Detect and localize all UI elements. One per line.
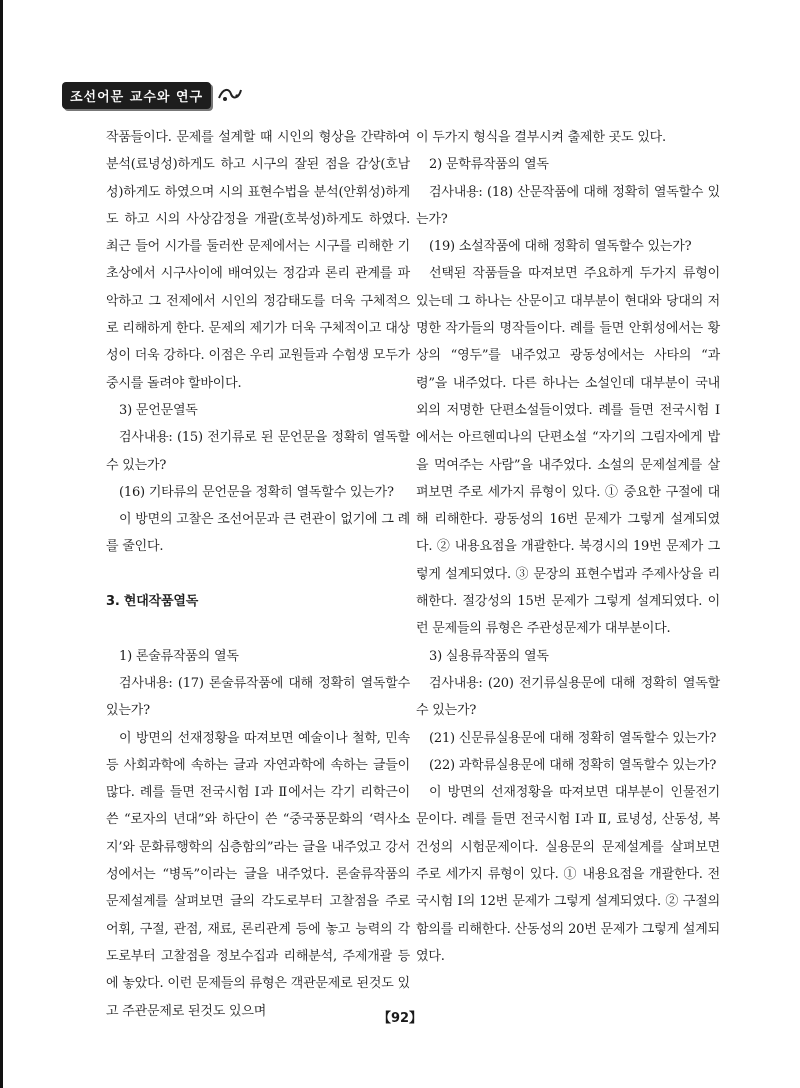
subsection-title: 3) 실용류작품의 열독 bbox=[429, 648, 549, 664]
paragraph: (22) 과학류실용문에 대해 정확히 열독할수 있는가? bbox=[429, 757, 717, 773]
paragraph: (19) 소설작품에 대해 정확히 열독할수 있는가? bbox=[429, 239, 692, 255]
running-header bbox=[62, 78, 243, 112]
paragraph: 검사내용: (15) 전기류로 된 문언문을 정확히 열독할수 있는가? bbox=[106, 430, 410, 473]
right-column bbox=[416, 124, 720, 970]
page-number: 【92】 bbox=[377, 1011, 423, 1026]
subsection-title: 1) 론술류작품의 열독 bbox=[119, 648, 239, 664]
subsection-title: 2) 문학류작품의 열독 bbox=[429, 157, 549, 173]
paragraph: 이 두가지 형식을 결부시켜 출제한 곳도 있다. bbox=[416, 130, 666, 145]
paragraph: 선택된 작품들을 따져보면 주요하게 두가지 류형이 있는데 그 하나는 산문이고 대부분이 현대와 당대의 저명한 작가들의 명작들이다. 례를 들면 안휘성에서는 황상의 “영두”를 내주었고 광동성에서는 사타의 “과령”을 내주었다. 다른 하나는 소설인데 대부분이 국내외의 저명한 단편소설들이였다. 례를 들면 전국시험 Ⅰ에서는 아르헨띠나의 단편소설 “자기의 그림자에게 밥을 먹여주는 사람”을 내주었다. 소설의 문제설계를 살펴보면 주로 세가지 류형이 있다. ① 중요한 구절에 대해 리해한다. 광동성의 16번 문제가 그렇게 설계되였다. ② 내용요점을 개괄한다. 북경시의 19번 문제가 그렇게 설계되였다. ③ 문장의 표현수법과 주제사상을 리해한다. 절강성의 15번 문제가 그렇게 설계되였다. 이런 문제들의 류형은 주관성문제가 대부분이다. bbox=[416, 266, 720, 637]
paragraph: 이 방면의 고찰은 조선어문과 큰 련관이 없기에 그 례를 줄인다. bbox=[106, 512, 410, 555]
left-column bbox=[106, 124, 410, 1025]
paragraph: (21) 신문류실용문에 대해 정확히 열독할수 있는가? bbox=[429, 730, 717, 746]
paragraph: 이 방면의 선재정황을 따져보면 예술이나 철학, 민속 등 사회과학에 속하는 글과 자연과학에 속하는 글들이 많다. 례를 들면 전국시험 Ⅰ과 Ⅱ에서는 각기 리학근이 쓴 “로자의 년대”와 하단이 쓴 “중국풍문화의 ‘력사소지’와 문화류행학의 심층함의”라는 글을 내주었고 강서성에서는 “병독”이라는 글을 내주었다. 론술류작품의 문제설계를 살펴보면 글의 각도로부터 고찰점을 주로 어휘, 구절, 관점, 재료, 론리관계 등에 놓고 능력의 각도로부터 고찰점을 정보수집과 리해분석, 주제개괄 등에 놓았다. 이런 문제들의 류형은 객관문제로 된것도 있고 주관문제로 된것도 있으며 bbox=[106, 730, 410, 1019]
ornament-icon bbox=[217, 86, 243, 104]
spacer bbox=[106, 561, 410, 588]
journal-title: 조선어문 교수와 연구 bbox=[62, 82, 211, 109]
paragraph: 검사내용: (17) 론술류작품에 대해 정확히 열독할수 있는가? bbox=[106, 675, 410, 719]
paragraph: (16) 기타류의 문언문을 정확히 열독할수 있는가? bbox=[119, 484, 394, 500]
subsection-title: 3) 문언문열독 bbox=[119, 402, 198, 418]
section-heading: 3. 현대작품열독 bbox=[106, 594, 199, 610]
spacer bbox=[106, 615, 410, 642]
paragraph: 이 방면의 선재정황을 따져보면 대부분이 인물전기문이다. 례를 들면 전국시험 Ⅰ과 Ⅱ, 료녕성, 산동성, 복건성의 시험문제이다. 실용문의 문제설계를 살펴보면 주로 세가지 류형이 있다. ① 내용요점을 개괄한다. 전국시험 Ⅰ의 12번 문제가 그렇게 설계되였다. ② 구절의 함의를 리해한다. 산동성의 20번 문제가 그렇게 설계되였다. bbox=[416, 785, 720, 964]
paragraph: 검사내용: (20) 전기류실용문에 대해 정확히 열독할수 있는가? bbox=[416, 675, 720, 719]
paragraph: 검사내용: (18) 산문작품에 대해 정확히 열독할수 있는가? bbox=[416, 184, 720, 227]
page-edge-line bbox=[0, 0, 3, 1088]
paragraph: 작품들이다. 문제를 설계할 때 시인의 형상을 간략하여 분석(료녕성)하게도 하고 시구의 잘된 점을 감상(호남성)하게도 하였으며 시의 표현수법을 분석(안휘성)하게도 하고 시의 사상감정을 개괄(호북성)하게도 하였다. 최근 들어 시가를 둘러싼 문제에서는 시구를 리해한 기초상에서 시구사이에 배여있는 정감과 론리 관계를 파악하고 그 전제에서 시인의 정감태도를 더욱 구체적으로 리해하게 한다. 문제의 제기가 더욱 구체적이고 대상성이 더욱 강하다. 이점은 우리 교원들과 수험생 모두가 중시를 돌려야 할바이다. bbox=[106, 130, 410, 391]
